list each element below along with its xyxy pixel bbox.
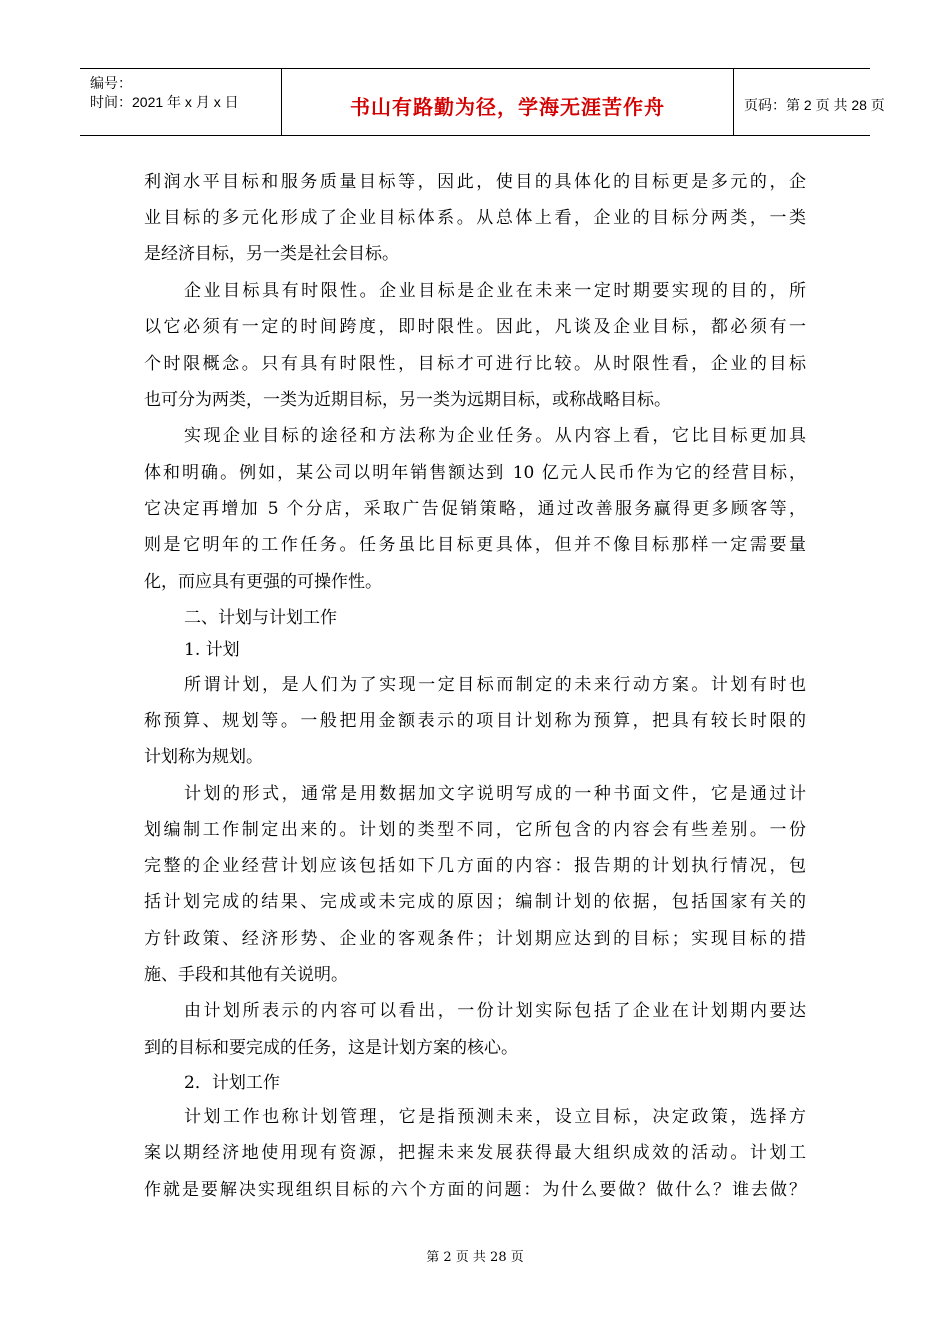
text-line: 施、手段和其他有关说明。 bbox=[144, 965, 348, 985]
text-line: 化，而应具有更强的可操作性。 bbox=[144, 572, 382, 592]
text-line: 称预算、规划等。一般把用金额表示的项目计划称为预算，把具有较长时限的 bbox=[144, 711, 806, 731]
header-right-cell bbox=[734, 69, 885, 135]
text-line: 企业目标具有时限性。企业目标是企业在未来一定时期要实现的目的，所 bbox=[184, 281, 806, 301]
subsection-heading: 1. 计划 bbox=[184, 640, 240, 660]
text-line: 个时限概念。只有具有时限性，目标才可进行比较。从时限性看，企业的目标 bbox=[144, 354, 806, 374]
text-line: 方针政策、经济形势、企业的客观条件；计划期应达到的目标；实现目标的措 bbox=[144, 929, 806, 949]
text-line: 划编制工作制定出来的。计划的类型不同，它所包含的内容会有些差别。一份 bbox=[144, 820, 806, 840]
text-line: 由计划所表示的内容可以看出，一份计划实际包括了企业在计划期内要达 bbox=[184, 1001, 806, 1021]
text-line: 利润水平目标和服务质量目标等，因此，使目的具体化的目标更是多元的，企 bbox=[144, 172, 806, 192]
header-center-cell bbox=[282, 69, 734, 135]
text-line: 到的目标和要完成的任务，这是计划方案的核心。 bbox=[144, 1038, 518, 1058]
text-line: 以它必须有一定的时间跨度，即时限性。因此，凡谈及企业目标，都必须有一 bbox=[144, 317, 806, 337]
page-footer: 第 2 页 共 28 页 bbox=[426, 1250, 524, 1265]
text-line: 也可分为两类，一类为近期目标，另一类为远期目标，或称战略目标。 bbox=[144, 390, 671, 410]
text-line: 括计划完成的结果、完成或未完成的原因；编制计划的依据，包括国家有关的 bbox=[144, 892, 806, 912]
document-number-label: 编号： bbox=[90, 75, 132, 91]
text-line: 所谓计划，是人们为了实现一定目标而制定的未来行动方案。计划有时也 bbox=[184, 675, 806, 695]
section-heading: 二、计划与计划工作 bbox=[184, 608, 337, 628]
subsection-heading: 2．计划工作 bbox=[184, 1073, 280, 1093]
text-line: 完整的企业经营计划应该包括如下几方面的内容：报告期的计划执行情况，包 bbox=[144, 856, 806, 876]
text-line: 作就是要解决实现组织目标的六个方面的问题：为什么要做？做什么？谁去做？ bbox=[144, 1180, 806, 1200]
document-date-label: 时间：2021 年 x 月 x 日 bbox=[90, 94, 239, 110]
header-page-counter: 页码：第 2 页 共 28 页 bbox=[744, 97, 885, 113]
text-line: 计划工作也称计划管理，它是指预测未来，设立目标，决定政策，选择方 bbox=[184, 1107, 806, 1127]
header-left-cell bbox=[80, 69, 282, 135]
text-line: 计划称为规划。 bbox=[144, 747, 263, 767]
text-line: 案以期经济地使用现有资源，把握未来发展获得最大组织成效的活动。计划工 bbox=[144, 1143, 806, 1163]
text-line: 它决定再增加 5 个分店，采取广告促销策略，通过改善服务赢得更多顾客等， bbox=[144, 499, 806, 519]
text-line: 计划的形式，通常是用数据加文字说明写成的一种书面文件，它是通过计 bbox=[184, 784, 806, 804]
header-motto: 书山有路勤为径，学海无涯苦作舟 bbox=[350, 95, 665, 119]
text-line: 实现企业目标的途径和方法称为企业任务。从内容上看，它比目标更加具 bbox=[184, 426, 806, 446]
page-header-table bbox=[80, 68, 885, 136]
text-line: 业目标的多元化形成了企业目标体系。从总体上看，企业的目标分两类，一类 bbox=[144, 208, 806, 228]
text-line: 则是它明年的工作任务。任务虽比目标更具体，但并不像目标那样一定需要量 bbox=[144, 535, 806, 555]
text-line: 体和明确。例如，某公司以明年销售额达到 10 亿元人民币作为它的经营目标， bbox=[144, 463, 806, 483]
text-line: 是经济目标，另一类是社会目标。 bbox=[144, 244, 399, 264]
